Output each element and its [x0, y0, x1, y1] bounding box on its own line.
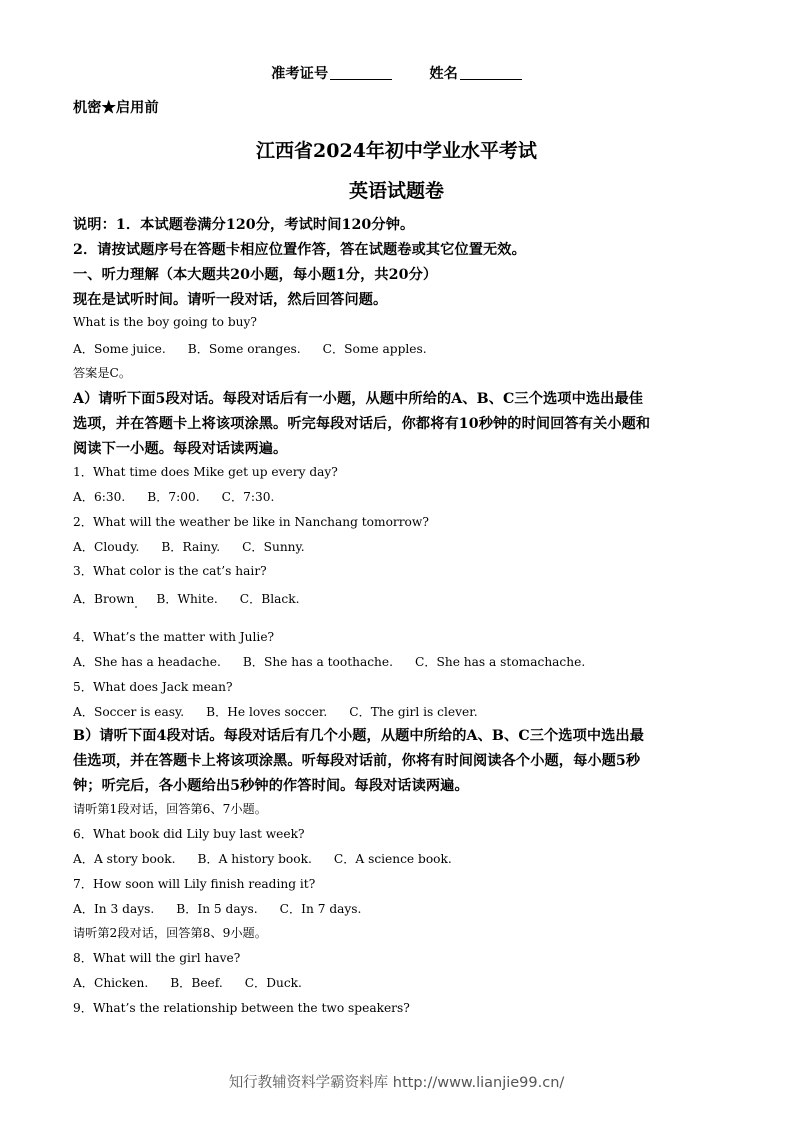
question-3-options	[73, 590, 300, 607]
option: C．A science book.	[333, 852, 452, 866]
option: B．7:00.	[147, 490, 200, 504]
option: C．The girl is clever.	[349, 705, 478, 719]
option: A．In 3 days.	[73, 902, 155, 916]
part-b-line-1: B）请听下面4段对话。每段对话后有几个小题，从题中所给的A、B、C三个选项中选出最	[73, 728, 645, 744]
exam-id-field: 准考证号	[271, 63, 392, 83]
dialog-1-intro: 请听第1段对话，回答第6、7小题。	[73, 802, 267, 816]
option: C．7:30.	[221, 490, 275, 504]
option: B．Some oranges.	[187, 342, 301, 356]
section-heading: 一、听力理解（本大题共20小题，每小题1分，共20分）	[73, 267, 438, 283]
option: C．Black.	[239, 592, 300, 606]
option: B．She has a toothache.	[242, 655, 393, 669]
practice-answer: 答案是C。	[73, 366, 132, 380]
option: C．In 7 days.	[279, 902, 362, 916]
practice-intro: 现在是试听时间。请听一段对话，然后回答问题。	[73, 292, 388, 308]
question-4-options	[73, 653, 585, 670]
option: B．Beef.	[170, 976, 223, 990]
question-4: 4．What’s the matter with Julie?	[73, 630, 275, 644]
practice-options	[73, 340, 427, 357]
question-8: 8．What will the girl have?	[73, 951, 241, 965]
option: C．Duck.	[244, 976, 302, 990]
option: B．In 5 days.	[176, 902, 258, 916]
option: A．Cloudy.	[73, 540, 140, 554]
option: C．Sunny.	[242, 540, 305, 554]
option: B．White.	[156, 592, 218, 606]
practice-question: What is the boy going to buy?	[73, 315, 257, 329]
option: A．Brown	[73, 592, 135, 606]
option: B．A history book.	[197, 852, 312, 866]
question-6: 6．What book did Lily buy last week?	[73, 827, 305, 841]
question-7-options	[73, 900, 361, 917]
option: A．Some juice.	[73, 342, 166, 356]
option: B．He loves soccer.	[206, 705, 328, 719]
part-a-line-2: 选项，并在答题卡上将该项涂黑。听完每段对话后，你都将有10秒钟的时间回答有关小题和	[73, 416, 651, 432]
option: A．6:30.	[73, 490, 126, 504]
footer-watermark: 知行教辅资料学霸资料库 http://www.lianjie99.cn/	[228, 1075, 565, 1091]
exam-title: 江西省2024年初中学业水平考试	[256, 140, 537, 162]
question-3: 3．What color is the cat’s hair?	[73, 564, 267, 578]
stray-dot	[135, 606, 137, 608]
question-9: 9．What’s the relationship between the two speakers?	[73, 1001, 410, 1015]
question-7: 7．How soon will Lily finish reading it?	[73, 877, 316, 891]
secret-mark: 机密★启用前	[73, 100, 159, 116]
question-6-options	[73, 850, 452, 867]
name-field: 姓名	[429, 63, 522, 83]
question-2-options	[73, 538, 305, 555]
instruction-1: 说明：1．本试题卷满分120分，考试时间120分钟。	[73, 217, 415, 233]
question-5: 5．What does Jack mean?	[73, 680, 233, 694]
instruction-2: 2．请按试题序号在答题卡相应位置作答，答在试题卷或其它位置无效。	[73, 242, 526, 258]
option: A．Soccer is easy.	[73, 705, 185, 719]
dialog-2-intro: 请听第2段对话，回答第8、9小题。	[73, 926, 267, 940]
option: C．She has a stomachache.	[415, 655, 586, 669]
header-line	[0, 63, 793, 83]
option: A．Chicken.	[73, 976, 149, 990]
part-b-line-2: 佳选项，并在答题卡上将该项涂黑。听每段对话前，你将有时间阅读各个小题，每小题5秒	[73, 753, 641, 769]
question-5-options	[73, 703, 478, 720]
option: A．A story book.	[73, 852, 176, 866]
question-1: 1．What time does Mike get up every day?	[73, 465, 338, 479]
part-a-line-3: 阅读下一小题。每段对话读两遍。	[73, 441, 288, 457]
exam-subtitle: 英语试题卷	[348, 180, 444, 202]
option: B．Rainy.	[161, 540, 221, 554]
question-8-options	[73, 974, 302, 991]
option: C．Some apples.	[322, 342, 427, 356]
question-1-options	[73, 488, 274, 505]
part-b-line-3: 钟；听完后，各小题给出5秒钟的作答时间。每段对话读两遍。	[73, 778, 469, 794]
question-2: 2．What will the weather be like in Nanchang tomorrow?	[73, 515, 429, 529]
option: A．She has a headache.	[73, 655, 221, 669]
part-a-line-1: A）请听下面5段对话。每段对话后有一小题，从题中所给的A、B、C三个选项中选出最佳	[73, 391, 644, 407]
